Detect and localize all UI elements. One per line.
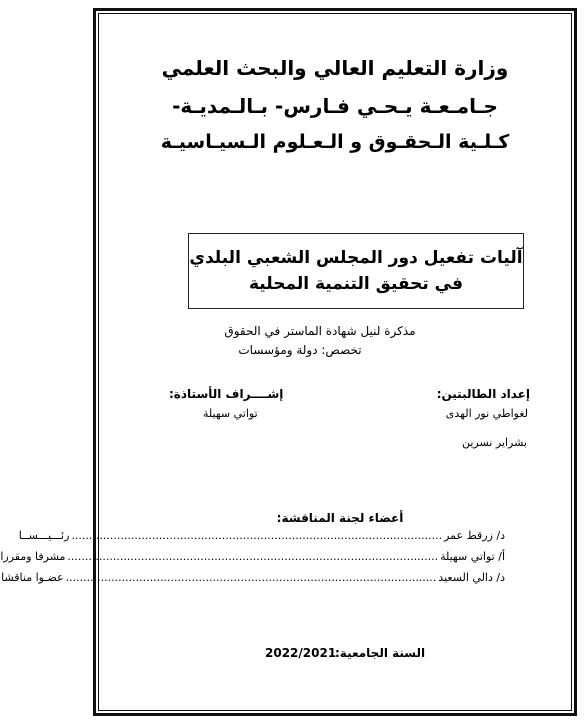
thesis-title-line-2: في تحقيق التنمية المحلية bbox=[249, 274, 464, 294]
member-role: عضـوا مناقشا bbox=[1, 571, 64, 584]
committee-title: أعضاء لجنة المناقشة: bbox=[276, 511, 404, 525]
prepared-by-label: إعداد الطالبتين: bbox=[436, 387, 530, 401]
committee-member-row bbox=[1, 571, 505, 587]
member-role: رئـــيـــســا bbox=[18, 529, 70, 542]
ministry-name: وزارة التعليم العالي والبحث العلمي bbox=[161, 56, 509, 80]
committee-member-row bbox=[18, 529, 505, 545]
thesis-title-line-1: آليات تفعيل دور المجلس الشعبي البلدي bbox=[189, 248, 523, 268]
academic-year-label: السنة الجامعية: bbox=[335, 646, 426, 660]
leader-dots: .......................................................................................................... bbox=[71, 529, 443, 542]
academic-year-value: 2022/2021 bbox=[265, 646, 337, 660]
student-name-2: بشراير نسرين bbox=[461, 436, 527, 449]
thesis-title-box bbox=[188, 233, 524, 309]
degree-statement: مذكرة لنيل شهادة الماستر في الحقوق bbox=[224, 324, 416, 338]
specialization: تخصص: دولة ومؤسسات bbox=[238, 343, 362, 357]
supervisor-name: تواتي سهيلة bbox=[203, 407, 258, 420]
student-name-1: لغواطي نور الهدى bbox=[445, 407, 528, 420]
member-name: د/ دالي السعيد bbox=[438, 571, 505, 584]
member-name: د/ زرقط عمر bbox=[444, 529, 505, 542]
supervisor-label: إشــــراف الأستاذة: bbox=[169, 387, 284, 401]
committee-member-row bbox=[0, 550, 505, 566]
leader-dots: .......................................................................................................... bbox=[67, 550, 439, 563]
member-name: أ/ تواتي سهيلة bbox=[440, 550, 505, 563]
faculty-name: كـلـية الـحقـوق و الـعـلوم الـسيـاسيـة bbox=[160, 131, 510, 153]
leader-dots: .......................................................................................................... bbox=[65, 571, 437, 584]
member-role: مشرفا ومقررا bbox=[0, 550, 66, 563]
university-name: جـامـعـة يـحـي فـارس- بـالـمديـة- bbox=[172, 94, 498, 118]
